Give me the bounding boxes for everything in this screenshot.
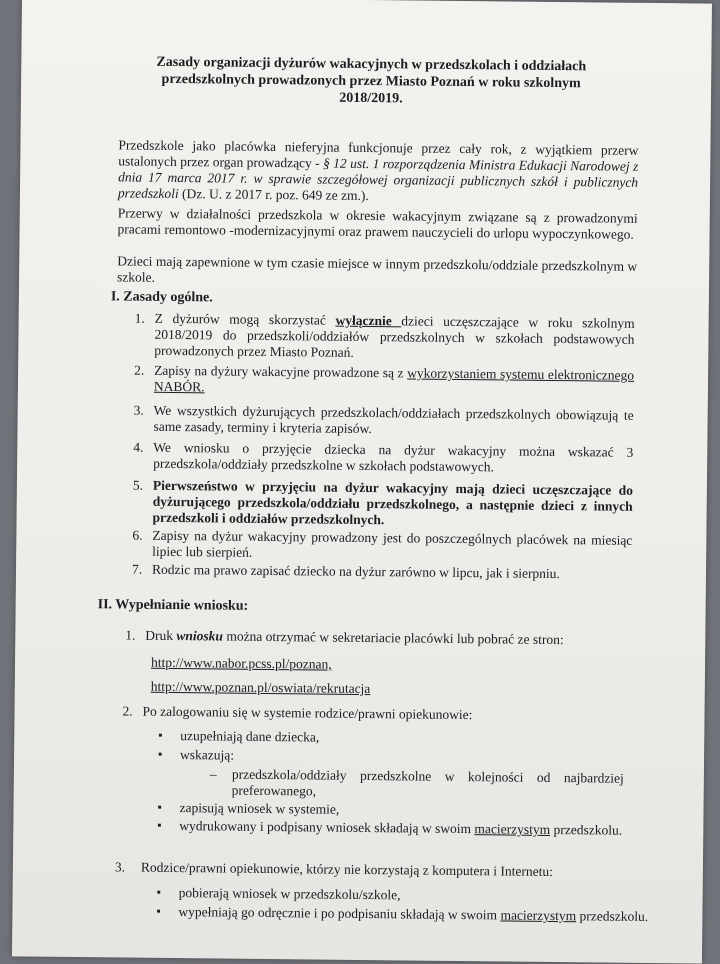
- poznan-rekrutacja-link[interactable]: http://www.poznan.pl/oswiata/rekrutacja: [150, 678, 371, 697]
- section-2-heading: II. Wypełnianie wniosku:: [97, 597, 249, 614]
- section-2-item-2: 2. Po zalogowaniu się w systemie rodzice/prawni opiekunowie:: [122, 703, 473, 723]
- section-2-item-3: 3. Rodzice/prawni opiekunowie, którzy nie korzystają z komputera i Internetu:: [114, 859, 553, 879]
- document-title: Zasady organizacji dyżurów wakacyjnych w przedszkolach i oddziałach przedszkolnych prowadzonych przez Miasto Poznań w roku szkolnym 2018/2019.: [156, 54, 587, 107]
- section-1-item-3: 3. We wszystkich dyżurujących przedszkolach/oddziałach przedszkolnych obowiązują te same zasady, terminy i kryteria zapisów.: [133, 402, 634, 437]
- dash-preschool-order: – przedszkola/oddziały przedszkolne w kolejności od najbardziej preferowanego,: [232, 767, 624, 803]
- section-1-heading: I. Zasady ogólne.: [110, 289, 213, 306]
- intro-paragraph-3: Dzieci mają zapewnione w tym czasie miejsce w innym przedszkolu/oddziale przedszkolnym w szkole.: [117, 253, 638, 285]
- section-1-item-4: 4. We wniosku o przyjęcie dziecka na dyżur wakacyjny można wskazać 3 przedszkola/oddziały przedszkolne w szkołach podstawowych.: [133, 439, 634, 475]
- intro-paragraph-1: Przedszkole jako placówka nieferyjna funkcjonuje przez cały rok, z wyjątkiem przerw ustalonych przez organ prowadzący - § 12 ust. 1 rozporządzenia Ministra Edukacji Narodowej z dnia 17 marca 2017 r. w sprawie szczegółowej organizacji publicznych szkół i publicznych przedszkoli (Dz. U. z 2017 r. poz. 649 ze zm.).: [117, 137, 639, 204]
- bullet-save-application: ▪ zapisują wniosek w systemie,: [179, 800, 619, 821]
- bullet-collect-application: ▪ pobierają wniosek w przedszkolu/szkole,: [179, 885, 619, 906]
- section-1-item-1: 1. Z dyżurów mogą skorzystać wyłącznie dzieci uczęszczające w roku szkolnym 2018/2019 do przedszkoli/oddziałów przedszkolnych w szkołach podstawowych prowadzonych przez Miasto Poznań.: [134, 310, 635, 360]
- document-page: [12, 0, 712, 964]
- section-1-item-7: 7. Rodzic ma prawo zapisać dziecko na dyżur zarówno w lipcu, jak i sierpniu.: [131, 561, 560, 582]
- bullet-fill-child-data: ▪ uzupełniają dane dziecka,: [180, 728, 620, 749]
- bullet-fill-by-hand: ▪ wypełniają go odręcznie i po podpisaniu składają w swoim macierzystym przedszkolu.: [178, 904, 664, 925]
- section-2-item-1: 1. Druk wniosku można otrzymać w sekretariacie placówki lub pobrać ze stron:: [125, 627, 564, 648]
- bullet-indicate: ▪ wskazują:: [180, 747, 620, 768]
- section-1-item-6: 6. Zapisy na dyżur wakacyjny prowadzony jest do poszczególnych placówek na miesiąc lipiec lub sierpień.: [132, 527, 633, 560]
- section-1-item-2: 2. Zapisy na dyżury wakacyjne prowadzone są z wykorzystaniem systemu elektronicznego NABÓR.: [134, 362, 635, 395]
- nabor-link[interactable]: http://www.nabor.pcss.pl/poznan,: [150, 654, 332, 672]
- intro-paragraph-2: Przerwy w działalności przedszkola w okresie wakacyjnym związane są z prowadzonymi pracami remontowo -modernizacyjnymi oraz prawem nauczycieli do urlopu wypoczynkowego.: [117, 205, 638, 242]
- bullet-submit-printed: ▪ wydrukowany i podpisany wniosek składają w swoim macierzystym przedszkolu.: [179, 818, 665, 839]
- section-1-item-5: 5. Pierwszeństwo w przyjęciu na dyżur wakacyjny mają dzieci uczęszczające do dyżurującego przedszkola/oddziału przedszkolnego, a następnie dzieci z innych przedszkoli i oddziałów przedszkolnych.: [132, 477, 633, 528]
